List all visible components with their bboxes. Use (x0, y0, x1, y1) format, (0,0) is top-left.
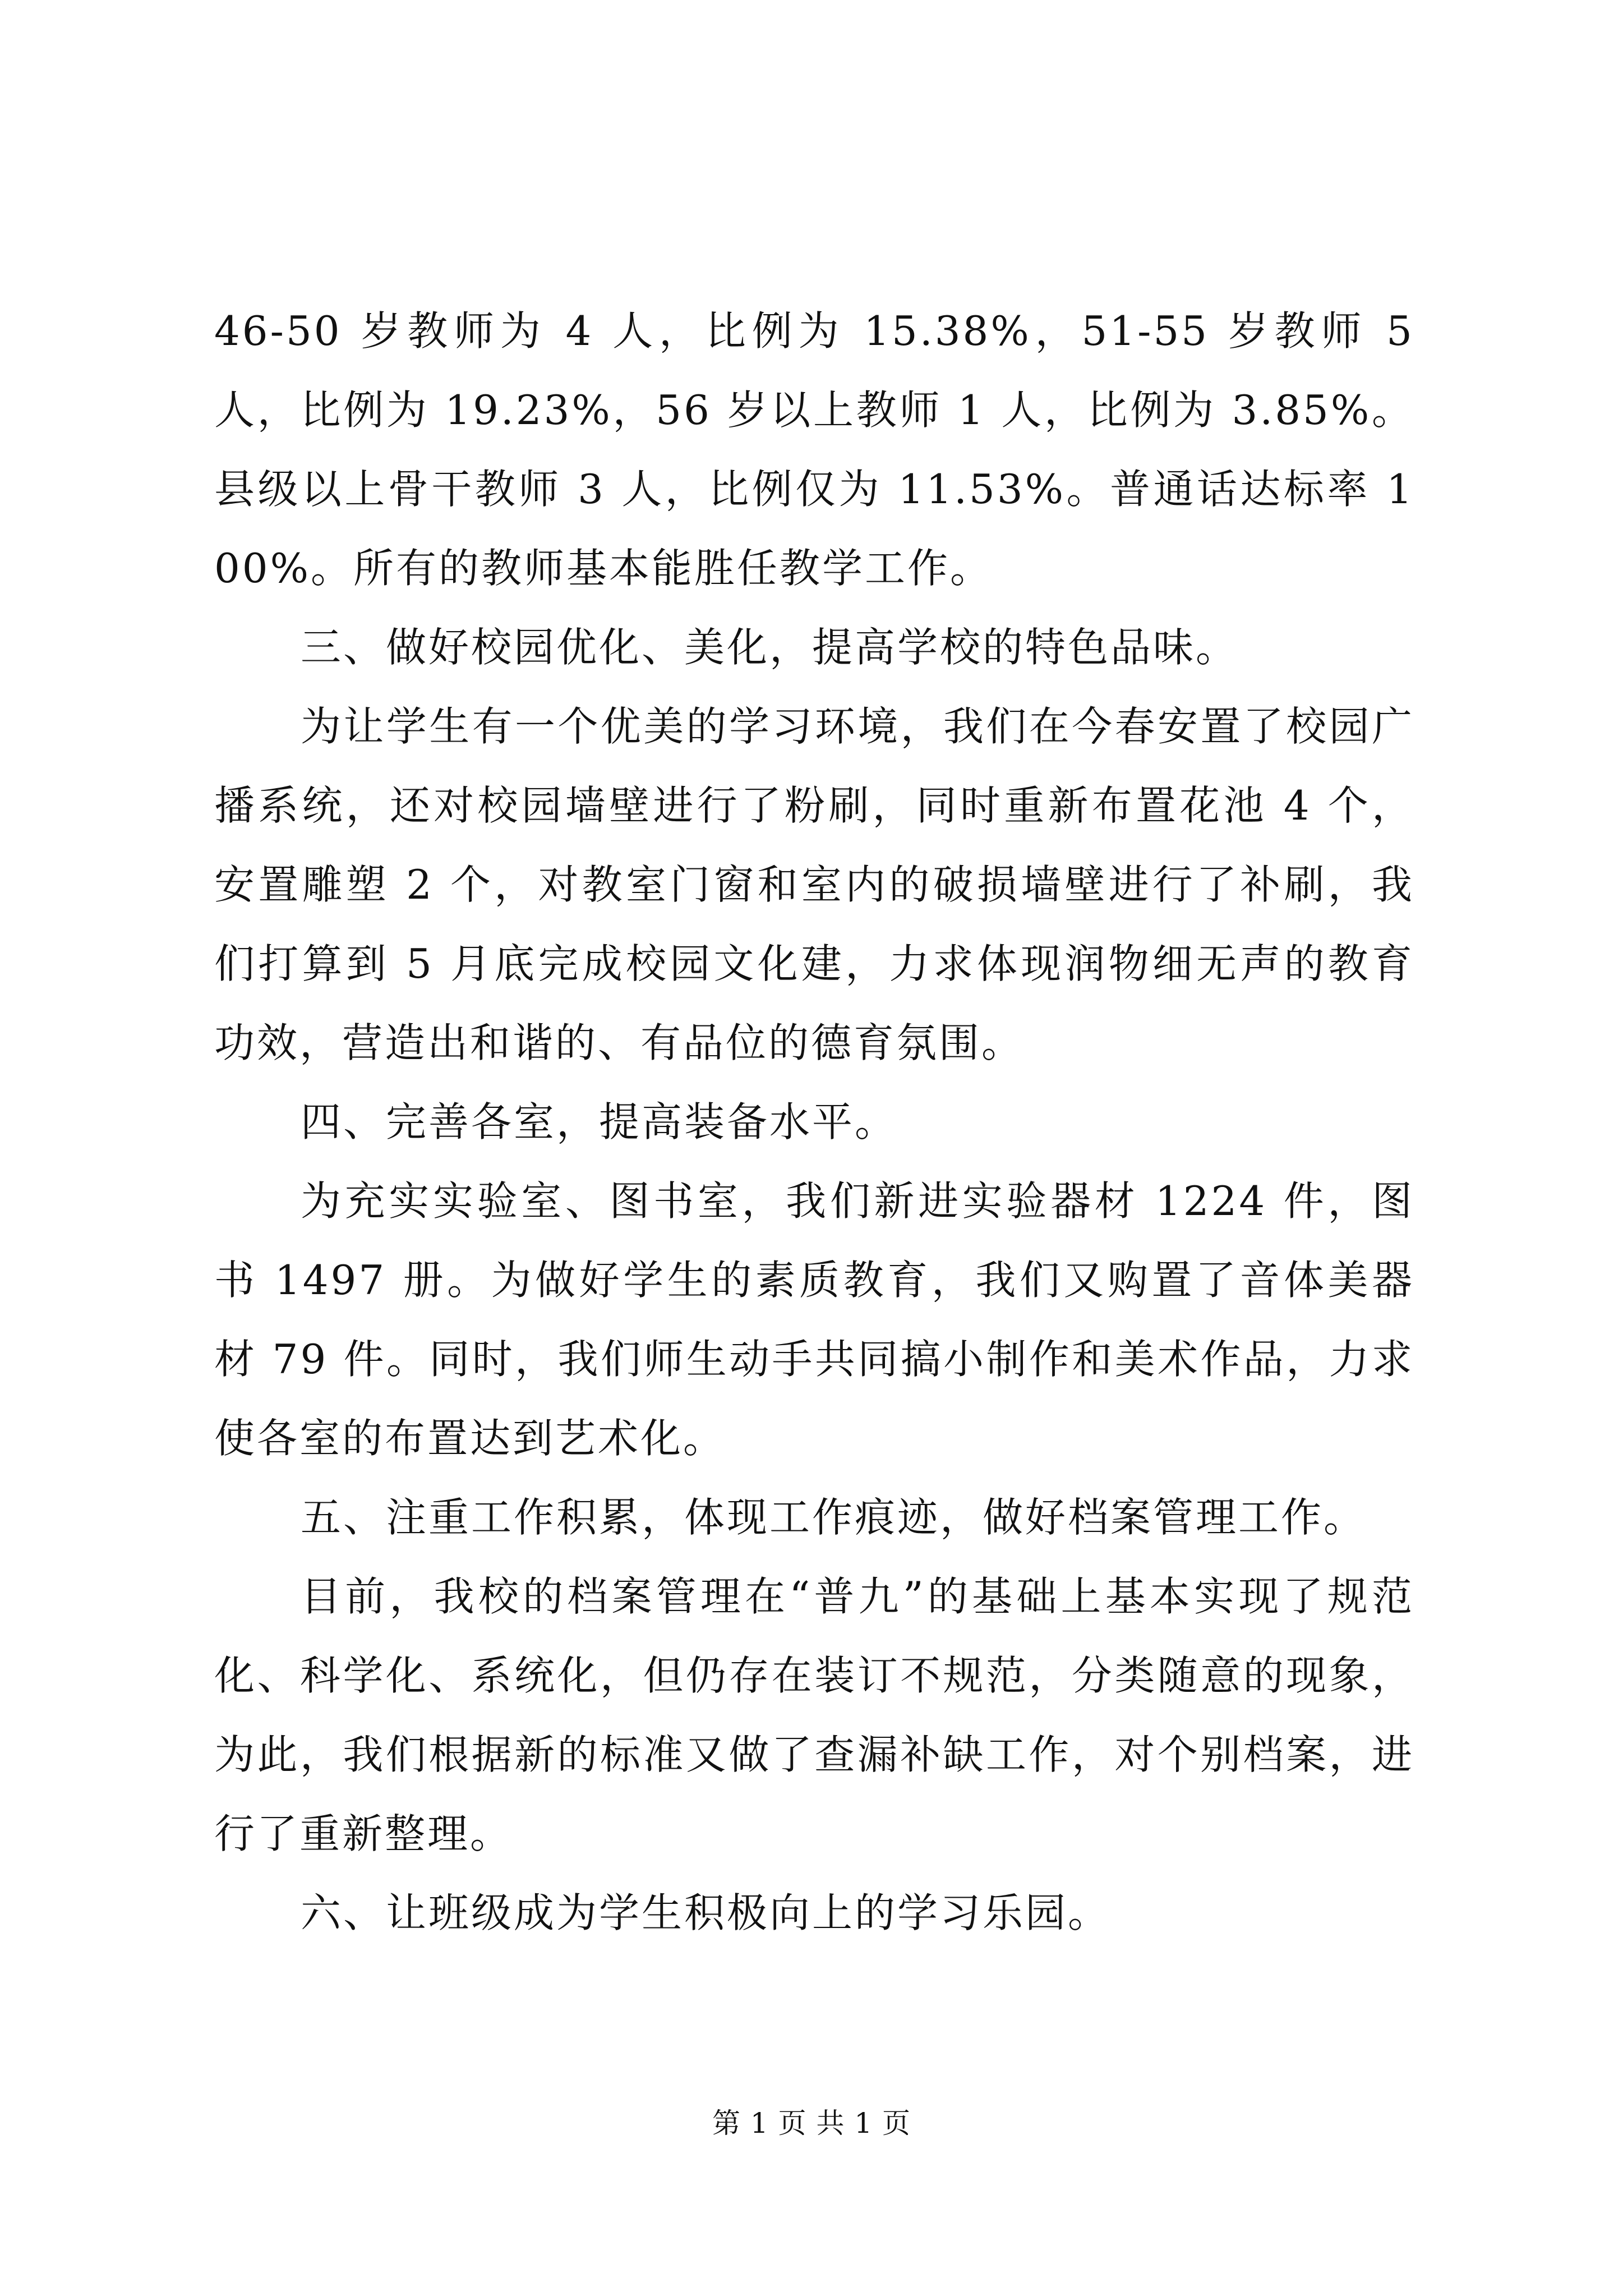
heading-section-3: 三、做好校园优化、美化，提高学校的特色品味。 (301, 624, 1239, 671)
paragraph-age-statistics: 46-50 岁教师为 4 人，比例为 15.38%，51-55 岁教师 5 人，比例为 19.23%，56 岁以上教师 1 人，比例为 3.85%。县级以上骨干教师 3 人，比例仅为 11.53%。普通话达标率 100%。所有的教师基本能胜任教学工作。 (214, 307, 1414, 592)
document-body (214, 292, 1414, 1953)
paragraph-equipment: 为充实实验室、图书室，我们新进实验器材 1224 件，图书 1497 册。为做好学生的素质教育，我们又购置了音体美器材 79 件。同时，我们师生动手共同搞小制作和美术作品，力求使各室的布置达到艺术化。 (214, 1177, 1414, 1462)
page-footer: 第 1 页 共 1 页 (712, 2107, 911, 2139)
heading-section-5: 五、注重工作积累，体现工作痕迹，做好档案管理工作。 (301, 1494, 1367, 1541)
heading-section-4: 四、完善各室，提高装备水平。 (301, 1098, 898, 1145)
heading-section-6: 六、让班级成为学生积极向上的学习乐园。 (301, 1889, 1111, 1936)
paragraph-campus-environment: 为让学生有一个优美的学习环境，我们在今春安置了校园广播系统，还对校园墙壁进行了粉刷，同时重新布置花池 4 个，安置雕塑 2 个，对教室门窗和室内的破损墙壁进行了补刷，我们打算到 5 月底完成校园文化建，力求体现润物细无声的教育功效，营造出和谐的、有品位的德育氛围。 (214, 703, 1414, 1066)
paragraph-archive-management: 目前，我校的档案管理在“普九”的基础上基本实现了规范化、科学化、系统化，但仍存在装订不规范，分类随意的现象，为此，我们根据新的标准又做了查漏补缺工作，对个别档案，进行了重新整理。 (214, 1573, 1414, 1857)
